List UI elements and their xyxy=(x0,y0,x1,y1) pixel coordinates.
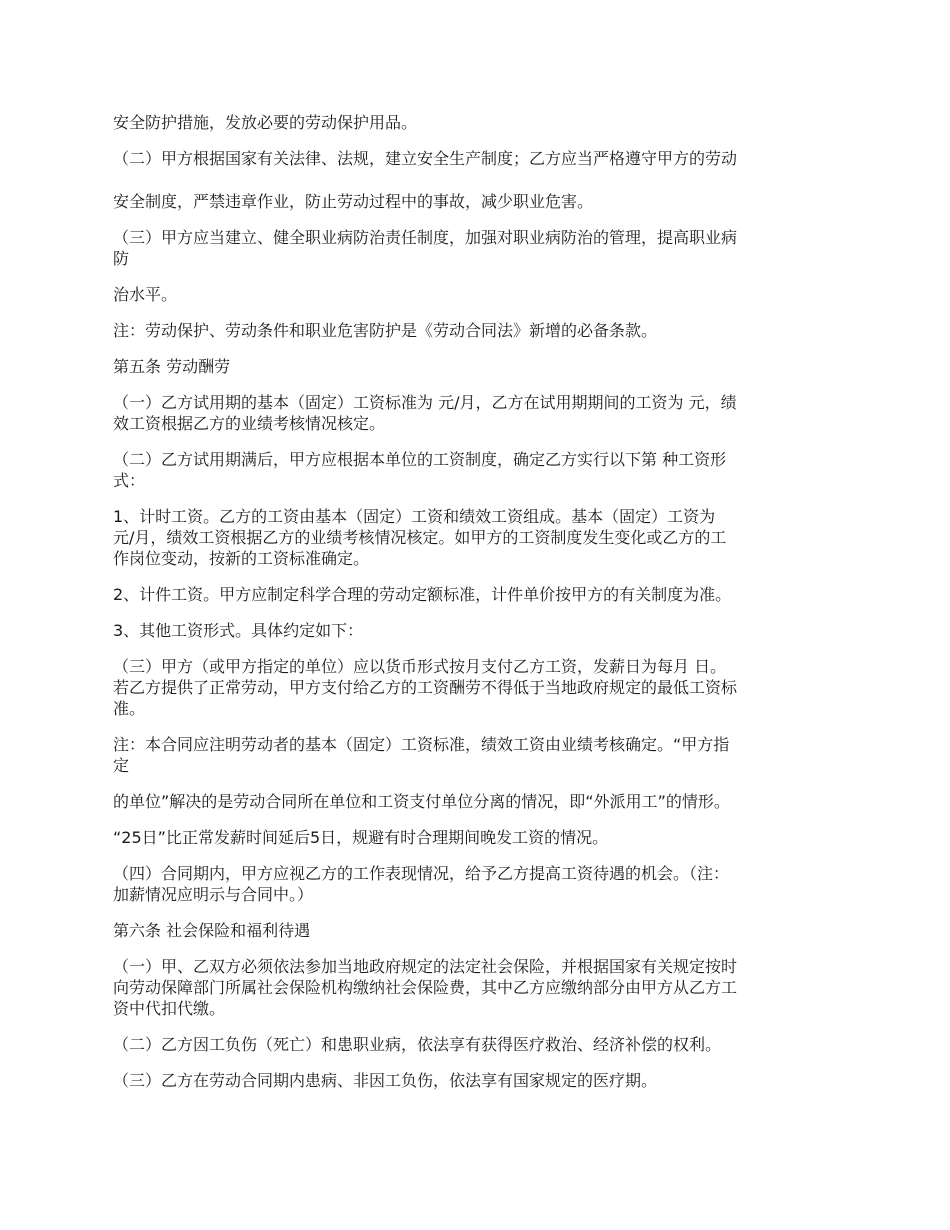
paragraph: （三）乙方在劳动合同期内患病、非因工负伤，依法享有国家规定的医疗期。 xyxy=(113,1071,658,1090)
paragraph: 3、其他工资形式。具体约定如下： xyxy=(113,621,364,640)
paragraph: （一）乙方试用期的基本（固定）工资标准为 元/月，乙方在试用期期间的工资为 元，绩 效工资根据乙方的业绩考核情况核定。 xyxy=(113,393,737,433)
paragraph: 1、计时工资。乙方的工资由基本（固定）工资和绩效工资组成。基本（固定）工资为 元/月，绩效工资根据乙方的业绩考核情况核定。如甲方的工资制度发生变化或乙方的工 作岗位变动，按新的工资标准确定。 xyxy=(113,507,727,568)
section-heading: 第六条 社会保险和福利待遇 xyxy=(113,921,311,940)
paragraph: （三）甲方应当建立、健全职业病防治责任制度，加强对职业病防治的管理，提高职业病 防 xyxy=(113,228,738,268)
paragraph: 治水平。 xyxy=(113,285,178,304)
paragraph: （一）甲、乙双方必须依法参加当地政府规定的法定社会保险，并根据国家有关规定按时 向劳动保障部门所属社会保险机构缴纳社会保险费，其中乙方应缴纳部分由甲方从乙方工 资中代扣代缴。 xyxy=(113,957,738,1018)
paragraph: 注：劳动保护、劳动条件和职业危害防护是《劳动合同法》新增的必备条款。 xyxy=(113,321,658,340)
paragraph: “25日”比正常发薪时间延后5日，规避有时合理期间晚发工资的情况。 xyxy=(113,828,609,847)
paragraph: 2、计件工资。甲方应制定科学合理的劳动定额标准，计件单价按甲方的有关制度为准。 xyxy=(113,585,732,604)
paragraph: 的单位”解决的是劳动合同所在单位和工资支付单位分离的情况，即“外派用工”的情形。 xyxy=(113,792,730,811)
document-body xyxy=(113,112,843,1106)
paragraph: （三）甲方（或甲方指定的单位）应以货币形式按月支付乙方工资，发薪日为每月 日。 若乙方提供了正常劳动，甲方支付给乙方的工资酬劳不得低于当地政府规定的最低工资标 准。 xyxy=(113,657,738,718)
paragraph: （四）合同期内，甲方应视乙方的工作表现情况，给予乙方提高工资待遇的机会。（注： 加薪情况应明示与合同中。） xyxy=(113,864,730,904)
paragraph: （二）甲方根据国家有关法律、法规，建立安全生产制度；乙方应当严格遵守甲方的劳动 xyxy=(113,149,738,168)
paragraph: 注：本合同应注明劳动者的基本（固定）工资标准，绩效工资由业绩考核确定。“甲方指 定 xyxy=(113,735,730,775)
paragraph: 安全制度，严禁违章作业，防止劳动过程中的事故，减少职业危害。 xyxy=(113,192,594,211)
paragraph: （二）乙方试用期满后，甲方应根据本单位的工资制度，确定乙方实行以下第 种工资形 式： xyxy=(113,450,727,490)
paragraph: （二）乙方因工负伤（死亡）和患职业病，依法享有获得医疗救治、经济补偿的权利。 xyxy=(113,1035,722,1054)
section-heading: 第五条 劳动酬劳 xyxy=(113,357,231,376)
paragraph: 安全防护措施，发放必要的劳动保护用品。 xyxy=(113,113,418,132)
